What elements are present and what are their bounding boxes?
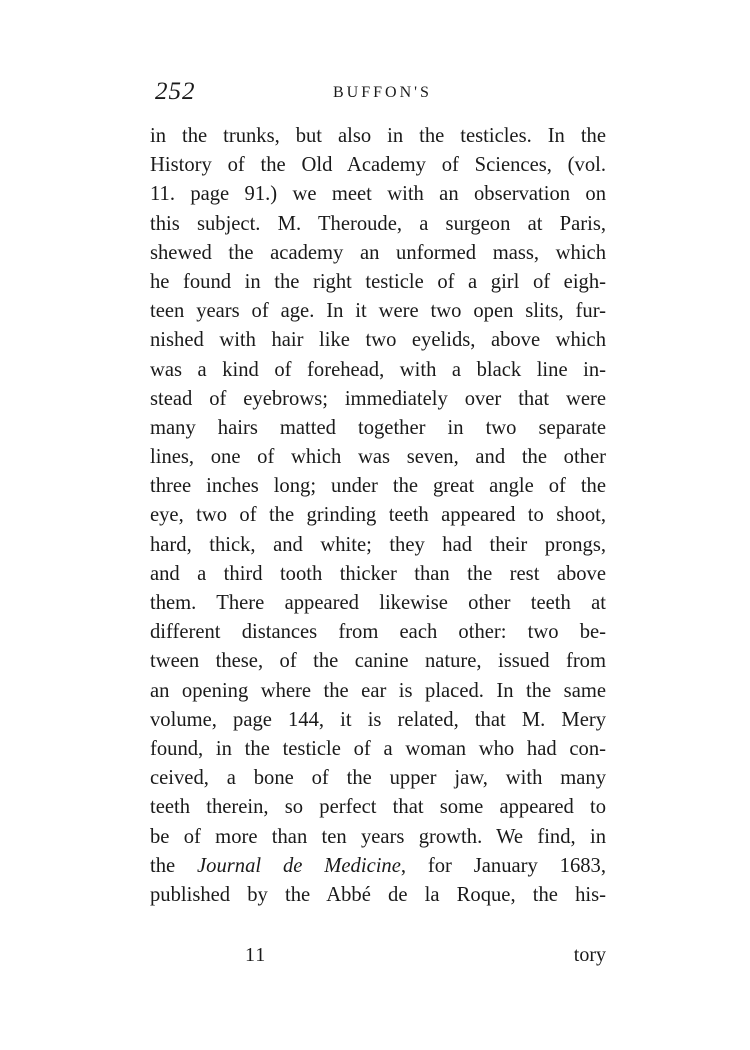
text-line: three inches long; under the great angle of the [150, 475, 606, 498]
text-line: eye, two of the grinding teeth appeared to shoot, [150, 504, 606, 527]
text-line: and a third tooth thicker than the rest above [150, 562, 606, 585]
text-line-with-italic: the Journal de Medicine, for January 1683, [150, 854, 606, 877]
text-line: an opening where the ear is placed. In the same [150, 679, 606, 702]
text-line: volume, page 144, it is related, that M. Mery [150, 708, 606, 731]
text-line: published by the Abbé de la Roque, the his- [150, 883, 606, 906]
text-line: be of more than ten years growth. We find, in [150, 825, 606, 848]
page-header [155, 78, 605, 112]
text-line: lines, one of which was seven, and the other [150, 446, 606, 469]
text-line: this subject. M. Theroude, a surgeon at Paris, [150, 212, 606, 235]
text-line: hard, thick, and white; they had their prongs, [150, 533, 606, 556]
text-line: History of the Old Academy of Sciences, (vol. [150, 154, 606, 177]
text-line: many hairs matted together in two separate [150, 416, 606, 439]
italic-title: Journal de Medicine [197, 854, 401, 877]
text-line: was a kind of forehead, with a black line in- [150, 358, 606, 381]
text-line: in the trunks, but also in the testicles. In the [150, 125, 606, 147]
catchword: tory [573, 944, 606, 966]
running-head: BUFFON'S [333, 84, 432, 101]
text-line: teen years of age. In it were two open slits, fur- [150, 300, 606, 323]
text-line: teeth therein, so perfect that some appeared to [150, 796, 606, 819]
text-line: 11. page 91.) we meet with an observation on [150, 183, 606, 206]
text-line: them. There appeared likewise other teeth at [150, 592, 606, 614]
text-line: ceived, a bone of the upper jaw, with many [150, 767, 606, 790]
text-line: shewed the academy an unformed mass, which [150, 241, 606, 264]
page-footer [150, 944, 606, 974]
body-text [150, 122, 606, 910]
text-line: tween these, of the canine nature, issued from [150, 650, 606, 673]
text-line: different distances from each other: two be- [150, 621, 606, 644]
text-line: found, in the testicle of a woman who had con- [150, 737, 606, 760]
text-line: he found in the right testicle of a girl of eigh- [150, 270, 606, 293]
text-line: nished with hair like two eyelids, above which [150, 329, 606, 352]
signature-mark: 11 [245, 944, 267, 966]
page-number: 252 [155, 78, 196, 105]
text-line: stead of eyebrows; immediately over that were [150, 387, 606, 410]
